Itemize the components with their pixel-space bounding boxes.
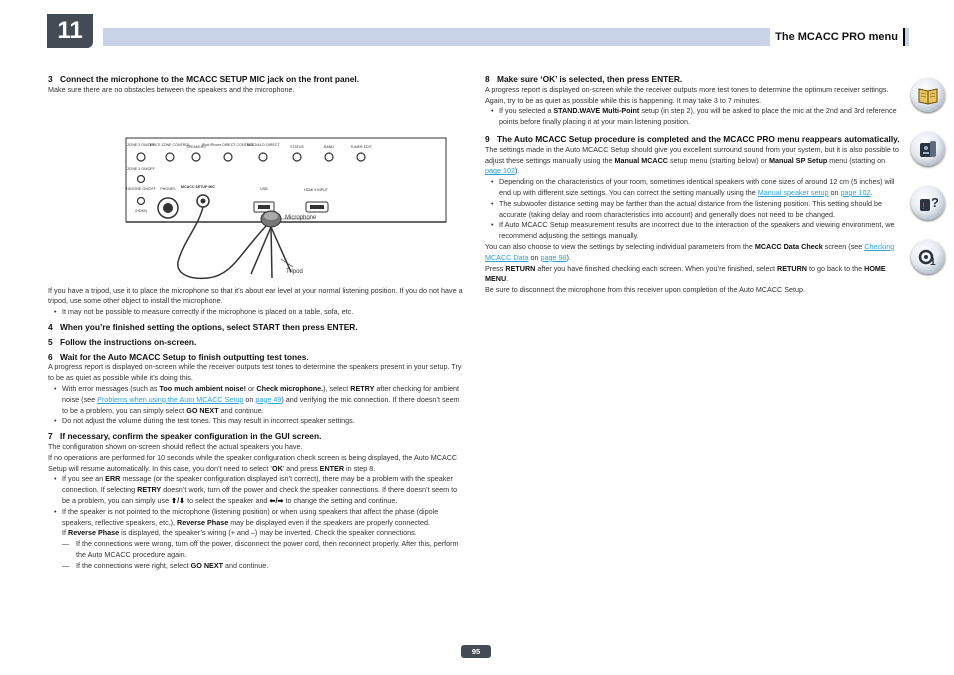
fig-label-hdzone: HDZONE ON/OFF [126,186,156,191]
list-item: • If Auto MCACC Setup measurement results are incorrect due to the interaction of the speakers and viewing environment, we recommend adjusting the settings manually. [499,220,903,242]
step-8-bullets [485,106,903,128]
link-page-102b[interactable]: page 102 [840,187,871,197]
step-7-p1: The configuration shown on-screen should reflect the actual speakers you have. [48,441,303,451]
step-9-p1: The settings made in the Auto MCACC Setup should give you excellent surround sound from your system, but it is also possible to adjust these settings manually using the Manual MCACC setup menu (starting below) or Manual SP Setup menu (starting on page 102). [485,144,899,176]
step-8-title: 8 Make sure ‘OK’ is selected, then press ENTER. [485,74,683,84]
fig-label-microphone: Microphone [285,214,317,221]
step-9-p3: Press RETURN after you have finished checking each screen. When you’re finished, select RETURN to go back to the HOME MENU. [485,263,886,284]
step-4-title: 4 When you’re finished setting the options, select START then press ENTER. [48,321,358,332]
fig-label-speakers: SPEAKERS [186,144,206,149]
chapter-number: 11 [47,14,93,48]
svg-text:USB: USB [260,186,268,191]
step-7-p2: If no operations are performed for 10 seconds while the speaker configuration check screen is being displayed, the Auto MCACC Setup will resume automatically. In this case, you don’t need to select ‘OK’ and press ENTER in step 8. [48,452,458,473]
fig-label-mcacc-mic: MCACC SETUP MIC [181,184,215,189]
page-title: The MCACC PRO menu [770,28,905,46]
link-problems-auto-mcacc[interactable]: Problems when using the Auto MCACC Setup [97,394,244,404]
step-9-title: 9 The Auto MCACC Setup procedure is completed and the MCACC PRO menu reappears automatically. [485,133,900,144]
list-item: • The subwoofer distance setting may be farther than the actual distance from the listening position. This setting should be accurate (taking delay and room characteristics into account) and generally does not need to be changed. [499,199,903,221]
left-right-arrows-icon: ⬅/➡ [269,495,284,505]
remote-icon[interactable] [911,132,945,166]
list-item: • Depending on the characteristics of your room, sometimes identical speakers with cone sizes of around 12 cm (5 inches) will end up with different size settings. You can correct the setting manually using the Manual speaker setup on page 102. [499,177,903,199]
list-item: • If you selected a STAND.WAVE Multi-Point setup (in step 2), you will be asked to place the mic at the 2nd and 3rd reference points before finally placing it at your main listening position. [499,106,903,128]
up-down-arrows-icon: ⬆/⬇ [171,495,186,505]
fig-label-auto: AUTO/ALC/ DIRECT [246,142,280,147]
list-item: • If the speaker is not pointed to the microphone (listening position) or when using speakers that affect the phase (dipole speakers, reflective speakers, etc.), Reverse Phase may be displayed even if the speakers are properly connected. [62,507,466,529]
page-number: 95 [461,645,491,658]
step-7-reverse-phase: If Reverse Phase is displayed, the speaker’s wiring (+ and –) may be inverted. Check the speaker connections. [62,528,417,538]
list-item: — If the connections were wrong, turn off the power, disconnect the power cord, then reconnect properly. After this, perform the Auto MCACC procedure again. [76,539,466,561]
step-8-p1: A progress report is displayed on-screen while the receiver outputs more test tones to determine the optimum receiver settings. [485,84,889,94]
settings-icon[interactable] [911,240,945,274]
step-5-title: 5 Follow the instructions on-screen. [48,336,197,347]
step-6-title: 6 Wait for the Auto MCACC Setup to finish outputting test tones. [48,351,309,362]
fig-label-status: STATUS [290,144,304,149]
link-manual-speaker-setup[interactable]: Manual speaker setup [757,187,829,197]
left-column [48,74,466,572]
step-7-dash-list [48,539,466,571]
step-6-bullets [48,384,466,427]
link-page-49[interactable]: page 49 [255,394,282,404]
svg-text:?: ? [931,195,939,210]
step-3-title: 3 Connect the microphone to the MCACC SETUP MIC jack on the front panel. [48,74,360,84]
fig-label-multizone: MULTI-ZONE CONTROL [149,142,191,147]
step-7-bullets [48,474,466,528]
fig-label-hdmi5: HDMI 5 INPUT [304,187,328,192]
step-9-bullets [485,177,903,242]
book-icon[interactable] [911,78,945,112]
step-6-body: A progress report is displayed on-screen while the receiver outputs test tones to determine the speakers present in your setup. Try to be as quiet as possible while it’s doing this. [48,362,462,383]
tripod-bullets [48,307,466,318]
fig-label-tuner: TUNER EDIT [350,144,372,149]
tripod-paragraph: If you have a tripod, use it to place the microphone so that it’s about ear level at your normal listening position. If you do not have a tripod, use some other object to install the microphone. [48,285,463,306]
fig-label-tripod: Tripod [286,268,303,275]
fig-label-band: BAND [324,144,334,149]
fig-label-ipod: iPod iPhone DIRECT CONTROL [201,142,255,147]
svg-text:1: 1 [930,257,936,268]
step-8-p2: Again, try to be as quiet as possible while this is happening. It may take 3 to 7 minutes. [485,95,762,105]
link-checking-mcacc-data[interactable]: Checking MCACC Data [485,241,895,262]
step-7-title: 7 If necessary, confirm the speaker configuration in the GUI screen. [48,431,322,442]
fig-label-zone3: ZONE 3 ON/OFF [127,166,155,171]
link-page-102[interactable]: page 102 [485,166,515,176]
mic-setup-figure [48,102,466,282]
svg-text:!: ! [922,201,925,211]
list-item: • If you see an ERR message (or the speaker configuration displayed isn’t correct), there may be a problem with the speaker connection. If selecting RETRY doesn’t work, turn off the power and check the speaker connections. If there doesn’t seem to be a problem, you can simply use ⬆/⬇ to select the speaker and ⬅/➡ to change the setting and continue. [62,474,466,506]
step-3-body: Make sure there are no obstacles between the speakers and the microphone. [48,84,295,94]
fig-label-zone2: ZONE 2 ON/OFF [127,142,155,147]
fig-label-hdmi: (HDMI) [135,208,147,213]
list-item: • With error messages (such as Too much ambient noise! or Check microphone.), select RETRY after checking for ambient noise (see Problems when using the Auto MCACC Setup on page 49) and verifying the mic connection. If there doesn’t seem to be a problem, you can simply select GO NEXT and continue. [62,384,466,416]
list-item: • Do not adjust the volume during the test tones. This may result in incorrect speaker settings. [62,416,466,427]
list-item: — If the connections were right, select GO NEXT and continue. [76,561,466,572]
right-column [485,74,903,296]
link-page-98[interactable]: page 98 [540,252,567,262]
fig-label-phones: PHONES [160,186,176,191]
list-item: • It may not be possible to measure correctly if the microphone is placed on a table, sofa, etc. [62,307,466,318]
help-icon[interactable] [911,186,945,220]
step-9-p4: Be sure to disconnect the microphone from this receiver upon completion of the Auto MCACC Setup. [485,285,806,295]
step-9-p2: You can also choose to view the settings by selecting individual parameters from the MCACC Data Check screen (see Checking MCACC Data on page 98). [485,241,895,262]
